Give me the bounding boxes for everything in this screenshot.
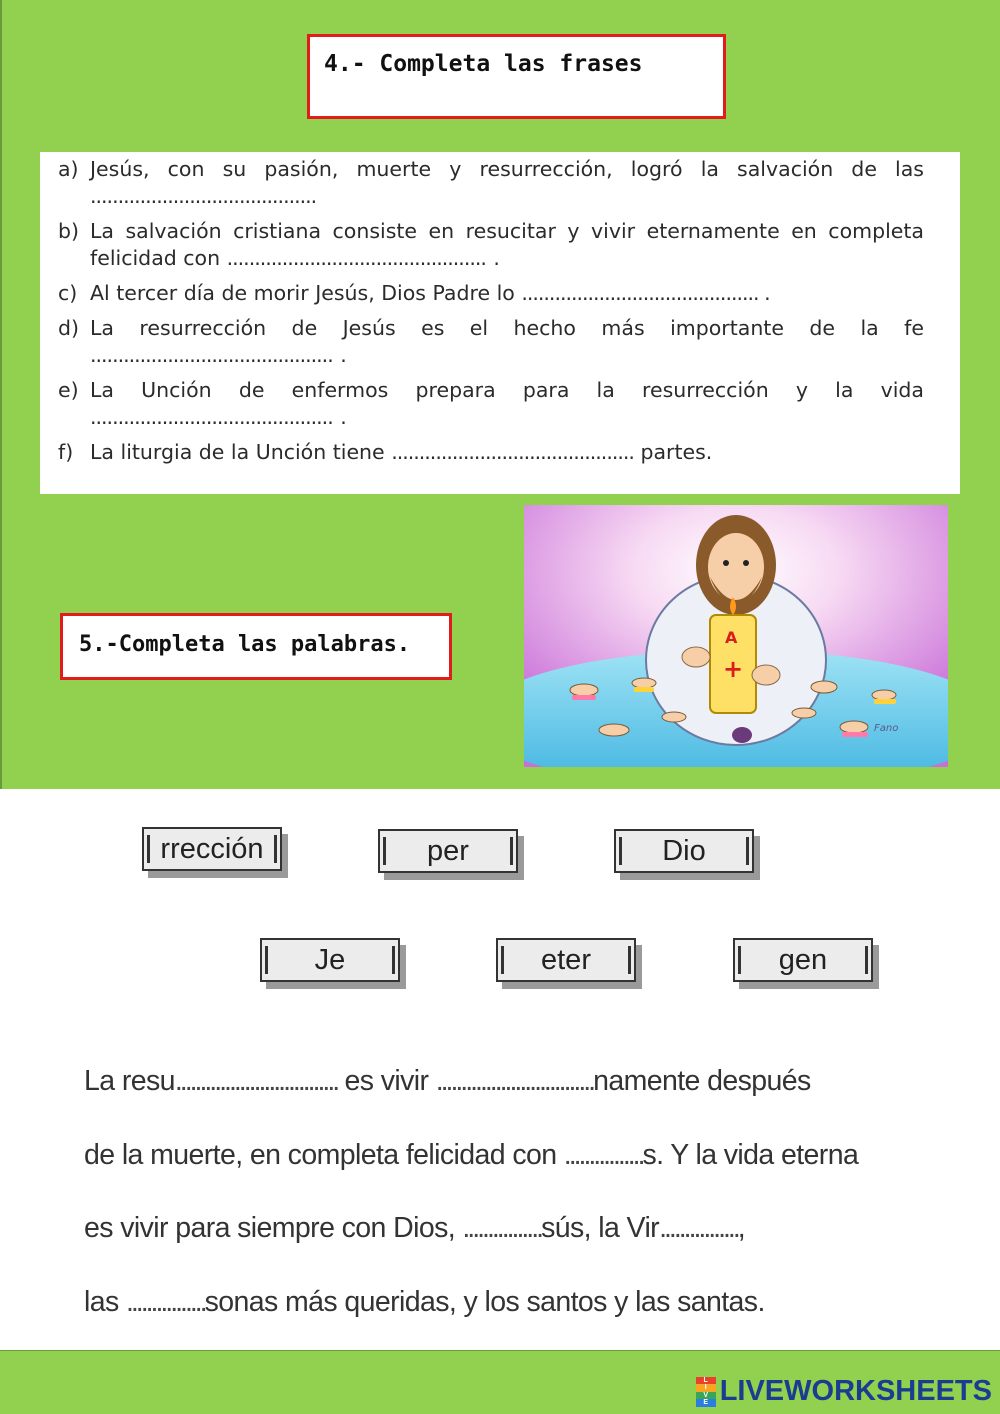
logo-letter: I (696, 1384, 716, 1392)
paragraph-text: La resu (84, 1065, 175, 1097)
sentence-letter: d) (58, 316, 80, 340)
answer-blank[interactable]: ........................................... (90, 343, 328, 367)
brand-name: LIVEWORKSHEETS (719, 1375, 992, 1407)
word-tag-gen[interactable]: gen (733, 938, 873, 982)
paragraph-text: , (737, 1212, 746, 1244)
answer-blank[interactable]: ................ (125, 1285, 205, 1318)
answer-blank[interactable]: ............................................ (391, 440, 634, 464)
liveworksheets-logo-icon (696, 1377, 716, 1407)
sentence-letter: a) (58, 157, 79, 181)
paragraph-text: namente después (593, 1065, 811, 1097)
paragraph-line (84, 1119, 944, 1193)
liveworksheets-brand[interactable] (696, 1375, 992, 1408)
word-tag-per[interactable]: per (378, 829, 518, 873)
answer-blank[interactable]: ................ (563, 1138, 643, 1171)
jesus-illustration (524, 505, 948, 767)
sentence-end: . . (480, 246, 500, 270)
sentence-letter: b) (58, 219, 80, 243)
sentence-f (58, 439, 924, 466)
section-5-title: 5.-Completa las palabras. (60, 613, 452, 680)
answer-blank[interactable]: ................................. (174, 1065, 338, 1097)
paragraph-line (84, 1266, 944, 1340)
paragraph-line (84, 1045, 944, 1119)
paragraph-text: las (84, 1285, 126, 1318)
logo-letter: V (696, 1392, 716, 1400)
sentence-b (58, 218, 924, 272)
svg-text:A: A (725, 628, 738, 647)
sentence-c (58, 280, 924, 307)
paragraph-text: es vivir (337, 1065, 436, 1097)
paragraph-text: de la muerte, en completa felicidad con (84, 1138, 564, 1171)
sentence-d (58, 315, 924, 369)
word-tag-eter[interactable]: eter (496, 938, 636, 982)
sentence-letter: c) (58, 281, 78, 305)
svg-text:+: + (723, 655, 744, 683)
answer-blank[interactable]: ................ (659, 1212, 738, 1244)
sentence-text: La Unción de enfermos prepara para la resurrección y la vida (90, 378, 924, 402)
illustration-signature: Fano (874, 723, 899, 734)
logo-letter: L (696, 1377, 716, 1385)
answer-blank[interactable]: ................ (462, 1212, 542, 1244)
word-tag-je[interactable]: Je (260, 938, 400, 982)
sentence-end: partes. (640, 440, 713, 464)
sentence-letter: e) (58, 378, 79, 402)
sentence-end: . (310, 184, 318, 208)
sentences-panel (40, 152, 960, 494)
sentence-e (58, 377, 924, 431)
paragraph-text: es vivir para siempre con Dios, (84, 1212, 463, 1244)
answer-blank[interactable]: ........................................... (90, 405, 328, 429)
answer-blank[interactable]: ........................................ (90, 184, 311, 208)
sentence-text: Al tercer día de morir Jesús, Dios Padre lo (90, 281, 522, 305)
sentence-text: La salvación cristiana consiste en resucitar y vivir eternamente en completa felicidad con (90, 219, 924, 270)
paragraph-text: s. Y la vida eterna (642, 1138, 859, 1171)
sentence-text: La resurrección de Jesús es el hecho más importante de la fe (90, 316, 924, 340)
section-4-title: 4.- Completa las frases (307, 34, 726, 119)
sentence-text: Jesús, con su pasión, muerte y resurrección, logró la salvación de las (90, 157, 924, 181)
answer-blank[interactable]: ................................ (435, 1065, 594, 1097)
logo-letter: E (696, 1399, 716, 1407)
sentence-text: La liturgia de la Unción tiene (90, 440, 392, 464)
answer-blank[interactable]: ........................................... . (521, 281, 770, 305)
paragraph-text: sonas más queridas, y los santos y las santas. (204, 1285, 765, 1318)
sentence-a (58, 156, 924, 210)
answer-blank[interactable]: .............................................. (226, 246, 481, 270)
paragraph-text: sús, la Vir (541, 1212, 660, 1244)
paragraph-line (84, 1192, 944, 1266)
sentence-end: . . (327, 343, 347, 367)
fill-in-paragraph (84, 1045, 944, 1339)
sentence-end: . . (327, 405, 347, 429)
sentence-letter: f) (58, 440, 74, 464)
word-tag-dio[interactable]: Dio (614, 829, 754, 873)
word-tag-rreccion[interactable]: rrección (142, 827, 282, 871)
